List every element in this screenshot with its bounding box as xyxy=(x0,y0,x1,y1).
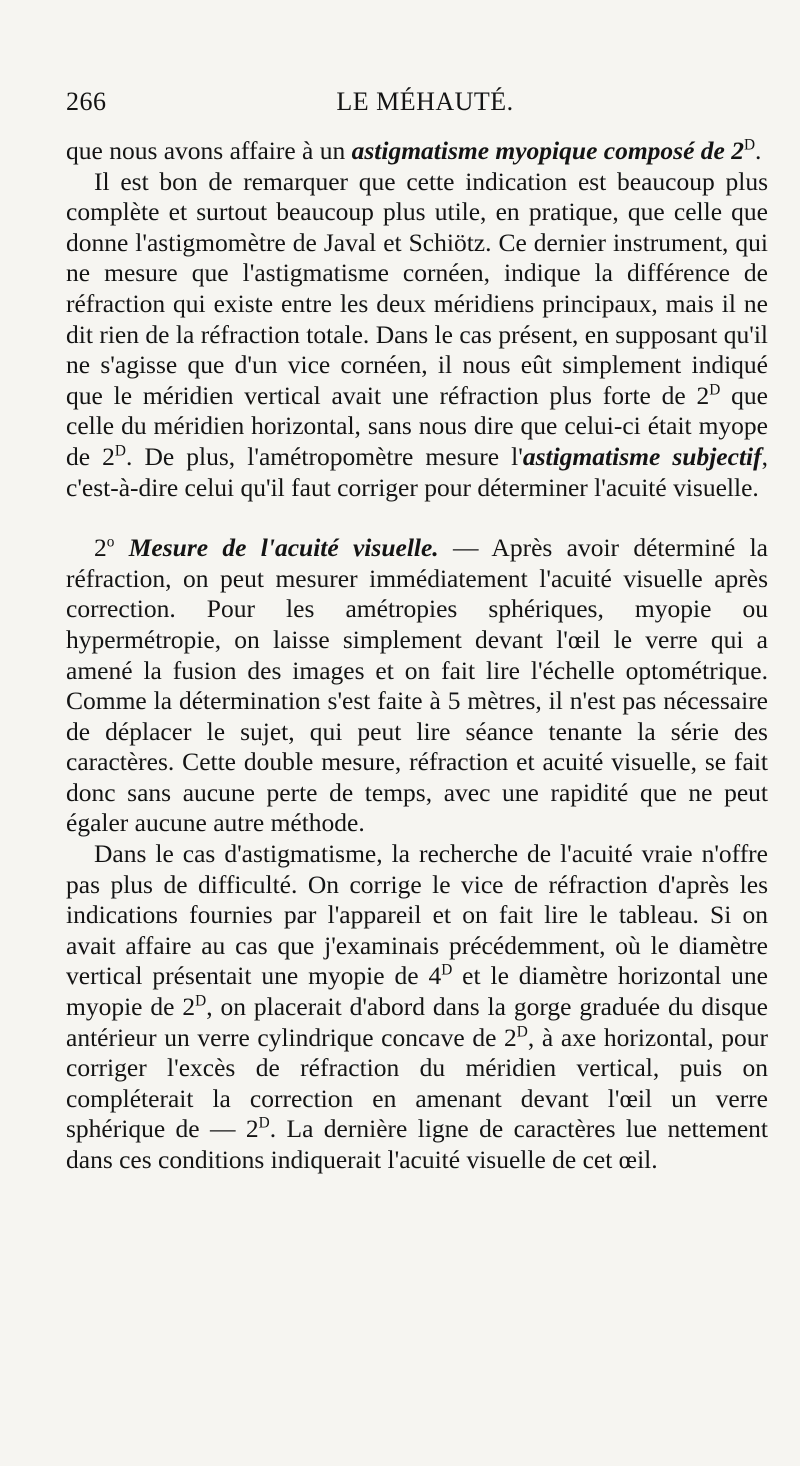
paragraph xyxy=(66,839,768,1176)
paragraph xyxy=(66,167,768,504)
text-run: , on placerait d'abord dans la gorge graduée du disque antérieur un verre cylindrique concave de 2 xyxy=(66,992,768,1052)
italic-text: astigmatisme myopique composé de 2 xyxy=(351,136,744,165)
running-head: LE MÉHAUTÉ. xyxy=(336,87,514,116)
superscript: D xyxy=(195,992,207,1010)
superscript: D xyxy=(114,442,126,460)
paragraph xyxy=(66,136,768,167)
text-run: . De plus, l'amétropomètre mesure l' xyxy=(125,441,523,471)
text-run: , c'est-à-dire celui qu'il faut corriger pour déterminer l'acuité visuelle. xyxy=(66,441,768,502)
superscript: D xyxy=(709,381,721,399)
text-run: . xyxy=(755,136,762,165)
text-run: , à axe horizontal, pour corriger l'excès de réfraction du méridien vertical, puis on compléterait la correction en amenant devant l'œil un verre sphérique de — 2 xyxy=(66,1022,768,1144)
text-run: que nous avons affaire à un xyxy=(66,136,352,165)
italic-text: Mesure de l'acuité visuelle. xyxy=(128,533,439,563)
superscript: D xyxy=(516,1023,528,1041)
superscript: D xyxy=(441,961,453,979)
superscript: o xyxy=(106,533,115,551)
body-text xyxy=(66,136,768,1176)
text-run: . La dernière ligne de caractères lue nettement dans ces conditions indiquerait l'acuité visuelle de cet œil. xyxy=(66,1114,768,1174)
text-run: que celle du méridien horizontal, sans nous dire que celui-ci était myope de 2 xyxy=(66,380,768,471)
text-run: et le diamètre horizontal une myopie de 2 xyxy=(66,961,768,1022)
page-number: 266 xyxy=(66,87,107,116)
italic-text: astigmatisme subjectif xyxy=(522,441,762,471)
text-run: 2 xyxy=(94,533,107,563)
text-run xyxy=(114,533,128,562)
page-header xyxy=(66,87,774,123)
text-run: Il est bon de remarquer que cette indication est beaucoup plus complète et surtout beaucoup plus utile, en pratique, que celle que donne l'astigmomètre de Javal et Schiötz. Ce dernier instrument, qui ne mesure que l'astigmatisme cornéen, indique la différence de réfraction qui existe entre les deux méridiens principaux, mais il ne dit rien de la réfraction totale. Dans le cas présent, en supposant qu'il ne s'agisse que d'un vice cornéen, il nous eût simplement indiqué que le méridien vertical avait une réfraction plus forte de 2 xyxy=(66,166,768,410)
paragraph xyxy=(66,533,768,839)
superscript: D xyxy=(258,1114,270,1132)
text-run: — Après avoir déterminé la réfraction, on peut mesurer immédiatement l'acuité visuelle après correction. Pour les amétropies sphériques, myopie ou hypermétropie, on laisse simplement devant l'œil le verre qui a amené la fusion des images et on fait lire l'échelle optométrique. Comme la détermination s'est faite à 5 mètres, il n'est pas nécessaire de déplacer le sujet, qui peut lire séance tenante la série des caractères. Cette double mesure, réfraction et acuité visuelle, se fait donc sans aucune perte de temps, avec une rapidité que ne peut égaler aucune autre méthode. xyxy=(66,533,768,838)
superscript: D xyxy=(743,136,756,154)
text-run: Dans le cas d'astigmatisme, la recherche de l'acuité vraie n'offre pas plus de difficulté. On corrige le vice de réfraction d'après les indications fournies par l'appareil et on fait lire le tableau. Si on avait affaire au cas que j'examinais précédemment, où le diamètre vertical présentait une myopie de 4 xyxy=(66,839,768,991)
